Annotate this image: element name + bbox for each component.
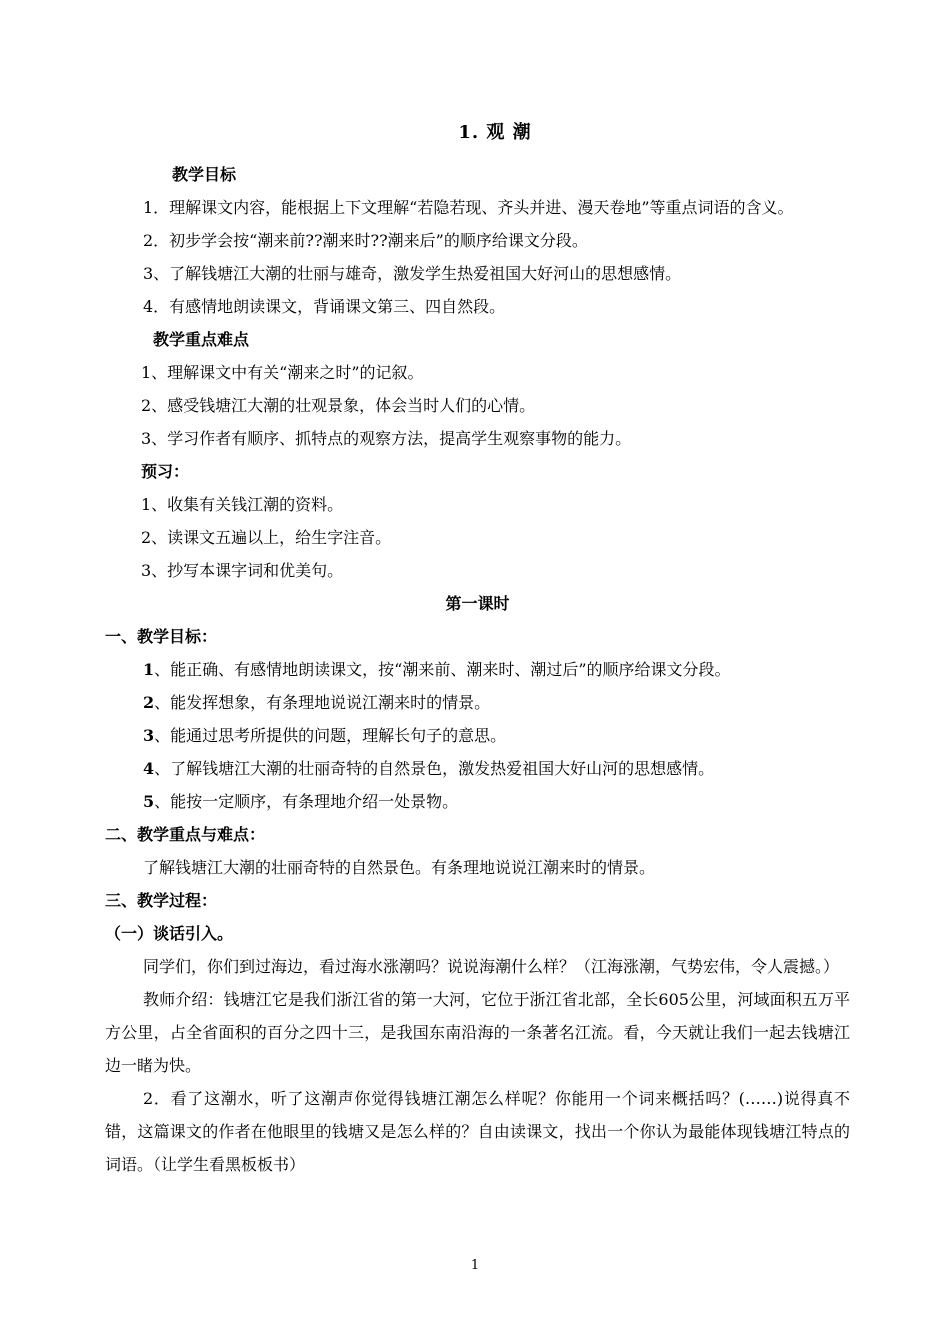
objective-text: 、能发挥想象，有条理地说说江潮来时的情景。 xyxy=(154,693,491,712)
goals-heading: 教学目标 xyxy=(172,165,237,184)
objective-item xyxy=(105,752,850,785)
objective-text: 、能按一定顺序，有条理地介绍一处景物。 xyxy=(154,792,459,811)
section-2-text: 了解钱塘江大潮的壮丽奇特的自然景色。有条理地说说江潮来时的情景。 xyxy=(143,858,656,877)
section-3-subheading: （一）谈话引入。 xyxy=(105,924,234,943)
paragraph: 同学们，你们到过海边，看过海水涨潮吗？说说海潮什么样？（江海涨潮，气势宏伟，令人震撼。） xyxy=(143,957,840,976)
objective-item xyxy=(105,653,850,686)
goal-item: 2．初步学会按“潮来前??潮来时??潮来后”的顺序给课文分段。 xyxy=(143,231,588,250)
paragraph: 教师介绍：钱塘江它是我们浙江省的第一大河，它位于浙江省北部，全长605公里，河域面积五万平方公里，占全省面积的百分之四十三，是我国东南沿海的一条著名江流。看，今天就让我们一起去钱塘江边一睹为快。 xyxy=(105,990,850,1075)
objective-number: 2 xyxy=(143,693,155,712)
preview-item: 2、读课文五遍以上，给生字注音。 xyxy=(141,528,392,547)
objective-item xyxy=(105,785,850,818)
key-point-item: 1、理解课文中有关“潮来之时”的记叙。 xyxy=(141,363,424,382)
objective-text: 、能正确、有感情地朗读课文，按“潮来前、潮来时、潮过后”的顺序给课文分段。 xyxy=(154,660,731,679)
goal-item: 1．理解课文内容，能根据上下文理解“若隐若现、齐头并进、漫天卷地”等重点词语的含义。 xyxy=(143,198,794,217)
preview-item: 1、收集有关钱江潮的资料。 xyxy=(141,495,344,514)
document-body xyxy=(105,158,850,1181)
goal-item: 4．有感情地朗读课文，背诵课文第三、四自然段。 xyxy=(143,297,506,316)
objective-text: 、能通过思考所提供的问题，理解长句子的意思。 xyxy=(154,726,507,745)
objective-item xyxy=(105,719,850,752)
key-point-item: 2、感受钱塘江大潮的壮观景象，体会当时人们的心情。 xyxy=(141,396,536,415)
objective-number: 5 xyxy=(143,792,155,811)
section-2-heading: 二、教学重点与难点： xyxy=(105,825,266,844)
section-1-heading: 一、教学目标： xyxy=(105,627,218,646)
lesson-heading: 第一课时 xyxy=(445,594,510,613)
objective-item xyxy=(105,686,850,719)
paragraph: 2．看了这潮水，听了这潮声你觉得钱塘江潮怎么样呢？你能用一个词来概括吗？(……)说得真不错，这篇课文的作者在他眼里的钱塘又是怎么样的？自由读课文，找出一个你认为最能体现钱塘江特点的词语。（让学生看黑板板书） xyxy=(105,1089,850,1174)
goal-item: 3、了解钱塘江大潮的壮丽与雄奇，激发学生热爱祖国大好河山的思想感情。 xyxy=(143,264,682,283)
objective-number: 3 xyxy=(143,726,155,745)
page-number: 1 xyxy=(470,1258,480,1273)
objective-number: 1 xyxy=(143,660,155,679)
objective-text: 、了解钱塘江大潮的壮丽奇特的自然景色，激发热爱祖国大好山河的思想感情。 xyxy=(154,759,715,778)
document-title: 1. 观 潮 xyxy=(458,122,532,143)
key-points-heading: 教学重点难点 xyxy=(153,330,250,349)
objective-number: 4 xyxy=(143,759,155,778)
section-3-heading: 三、教学过程： xyxy=(105,891,218,910)
key-point-item: 3、学习作者有顺序、抓特点的观察方法，提高学生观察事物的能力。 xyxy=(141,429,632,448)
preview-heading: 预习： xyxy=(141,462,190,481)
preview-item: 3、抄写本课字词和优美句。 xyxy=(141,561,344,580)
